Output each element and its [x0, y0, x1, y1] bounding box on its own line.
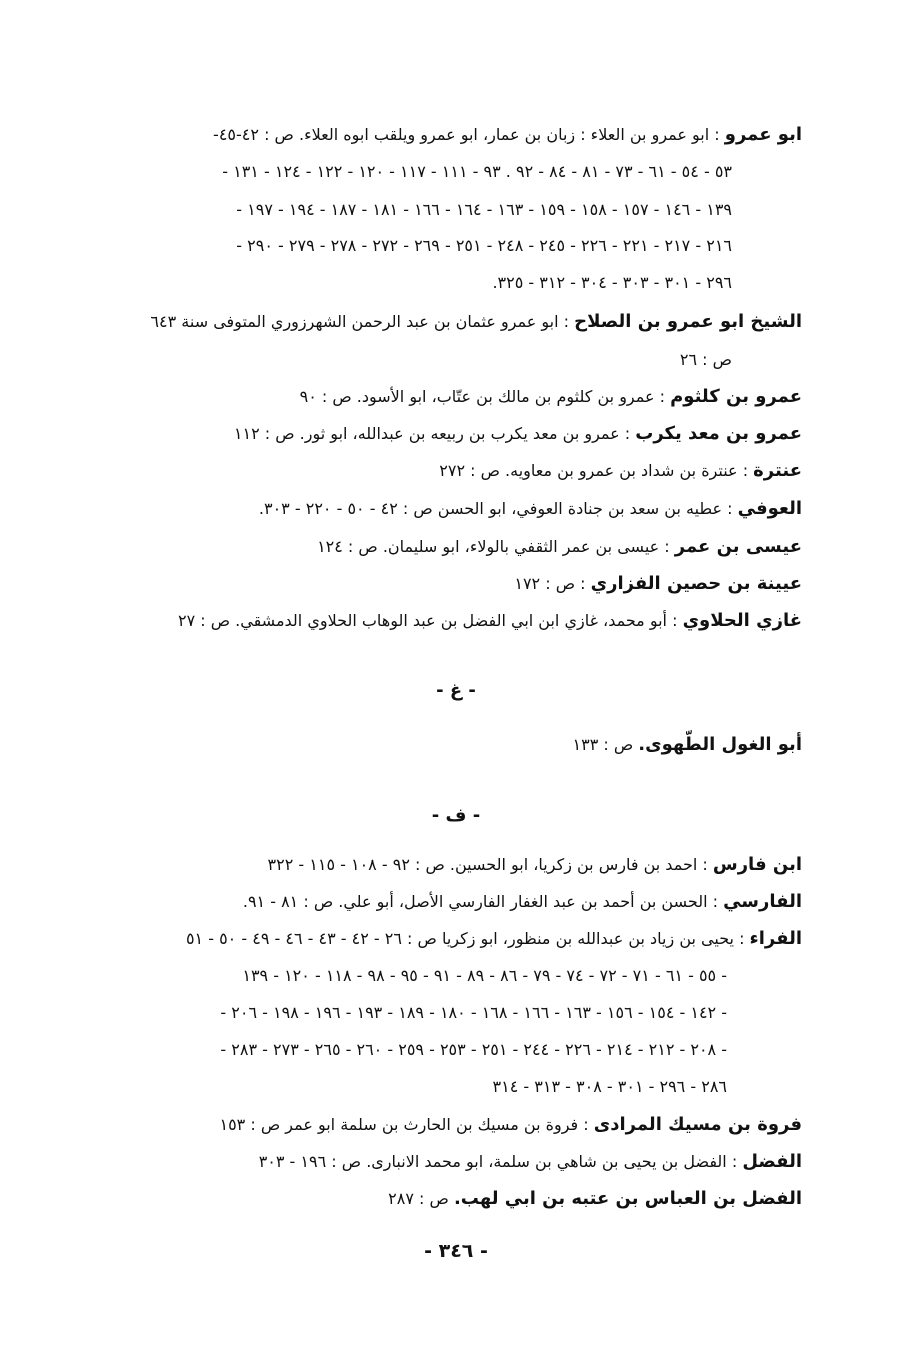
entry-continuation — [236, 234, 732, 258]
entry-text: ٢١٦ - ٢١٧ - ٢٢١ - ٢٢٦ - ٢٤٥ - ٢٤٨ - ٢٥١ - ٢٦٩ - ٢٧٢ - ٢٧٨ - ٢٧٩ - ٢٩٠ - — [236, 236, 732, 255]
entry-head: الفضل بن العباس بن عتبه بن ابي لهب. — [453, 1188, 802, 1209]
entry-text: ٢٨٦ - ٢٩٦ - ٣٠١ - ٣٠٨ - ٣١٣ - ٣١٤ — [492, 1077, 727, 1096]
entry-continuation — [492, 271, 732, 295]
entry-amr-ibn-kulthum — [300, 385, 802, 409]
entry-continuation — [236, 198, 732, 222]
entry-text: : أبو محمد، غازي ابن ابي الفضل بن عبد الوهاب الحلاوي الدمشقي. ص : ٢٧ — [177, 611, 683, 630]
entry-antara — [439, 459, 802, 483]
entry-head: ابن فارس — [712, 854, 802, 875]
entry-text: : يحيى بن زياد بن عبدالله بن منظور، ابو زكريا ص : ٢٦ - ٤٢ - ٤٣ - ٤٦ - ٤٩ - ٥٠ - ٥١ — [185, 929, 750, 948]
entry-al-awfi — [259, 497, 802, 521]
entry-head: فروة بن مسيك المرادى — [593, 1114, 802, 1135]
entry-isa-ibn-umar — [317, 535, 802, 559]
entry-text: ٢٩٦ - ٣٠١ - ٣٠٣ - ٣٠٤ - ٣١٢ - ٣٢٥. — [492, 273, 732, 292]
entry-text: : الفضل بن يحيى بن شاهي بن سلمة، ابو محمد الانبارى. ص : ١٩٦ - ٣٠٣ — [258, 1152, 743, 1171]
entry-head: الفارسي — [723, 891, 802, 912]
entry-text: ص : ٢٨٧ — [388, 1189, 454, 1208]
entry-continuation — [220, 1001, 727, 1025]
entry-text: : عمرو بن معد يكرب بن ربيعه بن عبدالله، ابو ثور. ص : ١١٢ — [233, 424, 636, 443]
entry-continuation — [680, 348, 732, 372]
entry-ibn-al-salah — [150, 310, 802, 334]
entry-head: ابو عمرو — [724, 124, 802, 145]
entry-text: - ٥٥ - ٦١ - ٧١ - ٧٢ - ٧٤ - ٧٩ - ٨٦ - ٨٩ - ٩١ - ٩٥ - ٩٨ - ١١٨ - ١٢٠ - ١٣٩ — [242, 966, 727, 985]
entry-al-fadl — [259, 1150, 802, 1174]
entry-continuation — [220, 1038, 727, 1062]
entry-farwa-ibn-musayk — [219, 1113, 802, 1137]
entry-text: : ص : ١٧٢ — [514, 574, 591, 593]
entry-continuation — [493, 1075, 727, 1099]
entry-text: : عطيه بن سعد بن جنادة العوفي، ابو الحسن ص : ٤٢ - ٥٠ - ٢٢٠ - ٣٠٣. — [258, 499, 738, 518]
entry-text: : عمرو بن كلثوم بن مالك بن عتّاب، ابو الأسود. ص : ٩٠ — [299, 387, 671, 406]
entry-al-farra — [186, 927, 802, 951]
entry-amr-ibn-madikarib — [234, 422, 802, 446]
section-heading-fa: - ف - — [431, 805, 481, 826]
entry-head: عيسى بن عمر — [674, 536, 802, 557]
entry-text: : احمد بن فارس بن زكريا، ابو الحسين. ص : ٩٢ - ١٠٨ - ١١٥ - ٣٢٢ — [267, 855, 713, 874]
entry-continuation — [242, 964, 727, 988]
entry-uyayna — [514, 572, 802, 596]
entry-text: : عيسى بن عمر الثقفي بالولاء، ابو سليمان. ص : ١٢٤ — [317, 537, 675, 556]
entry-text: ص : ٢٦ — [679, 350, 732, 369]
entry-text: ٥٣ - ٥٤ - ٦١ - ٧٣ - ٨١ - ٨٤ - ٩٢ . ٩٣ - ١١١ - ١١٧ - ١٢٠ - ١٢٢ - ١٢٤ - ١٣١ - — [222, 162, 732, 181]
entry-head: الشيخ ابو عمرو بن الصلاح — [574, 311, 802, 332]
entry-text: - ١٤٢ - ١٥٤ - ١٥٦ - ١٦٣ - ١٦٦ - ١٦٨ - ١٨٠ - ١٨٩ - ١٩٣ - ١٩٦ - ١٩٨ - ٢٠٦ - — [220, 1003, 727, 1022]
entry-head: أبو الغول الطّهوى. — [638, 734, 802, 755]
entry-al-farisi — [243, 890, 802, 914]
entry-continuation — [222, 160, 732, 184]
entry-text: ١٣٩ - ١٤٦ - ١٥٧ - ١٥٨ - ١٥٩ - ١٦٣ - ١٦٤ - ١٦٦ - ١٨١ - ١٨٧ - ١٩٤ - ١٩٧ - — [236, 200, 732, 219]
entry-ibn-faris — [268, 853, 802, 877]
entry-head: عمرو بن معد يكرب — [635, 423, 802, 444]
entry-text: : عنترة بن شداد بن عمرو بن معاويه. ص : ٢٧٢ — [439, 461, 754, 480]
entry-abu-al-ghawl — [573, 733, 803, 757]
entry-head: عيينة بن حصين الفزاري — [590, 573, 802, 594]
entry-text: : ابو عمرو بن العلاء : زبان بن عمار، ابو عمرو ويلقب ابوه العلاء. ص : ٤٢-٤٥- — [213, 125, 725, 144]
entry-head: عمرو بن كلثوم — [670, 386, 802, 407]
entry-head: الفراء — [749, 928, 802, 949]
entry-ghazi-al-halawi — [178, 609, 802, 633]
entry-head: العوفي — [737, 498, 802, 519]
page-number: - ٣٤٦ - — [424, 1240, 488, 1262]
entry-text: - ٢٠٨ - ٢١٢ - ٢١٤ - ٢٢٦ - ٢٤٤ - ٢٥١ - ٢٥٣ - ٢٥٩ - ٢٦٠ - ٢٦٥ - ٢٧٣ - ٢٨٣ - — [220, 1040, 727, 1059]
entry-text: ص : ١٣٣ — [572, 735, 639, 754]
entry-head: الفضل — [742, 1151, 802, 1172]
entry-head: غازي الحلاوي — [682, 610, 802, 631]
entry-head: عنترة — [753, 460, 802, 481]
entry-text: : ابو عمرو عثمان بن عبد الرحمن الشهرزوري المتوفى سنة ٦٤٣ — [150, 312, 575, 331]
entry-abu-amr — [213, 123, 802, 147]
entry-al-fadl-ibn-abbas — [388, 1187, 802, 1211]
entry-text: : فروة بن مسيك بن الحارث بن سلمة ابو عمر ص : ١٥٣ — [219, 1115, 594, 1134]
section-heading-ghain: - غ - — [436, 680, 476, 701]
entry-text: : الحسن بن أحمد بن عبد الغفار الفارسي الأصل، أبو علي. ص : ٨١ - ٩١. — [242, 892, 724, 911]
